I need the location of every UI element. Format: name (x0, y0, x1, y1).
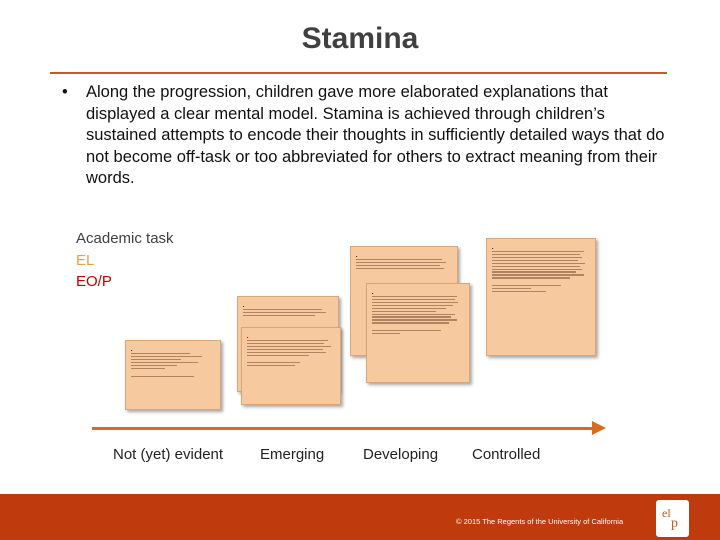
card-heading (247, 332, 335, 338)
card-heading (492, 243, 590, 249)
slide-title: Stamina (301, 22, 419, 55)
logo-letter-p: p (671, 516, 678, 531)
sample-card-controlled (486, 238, 596, 356)
bullet-point (62, 82, 672, 190)
stage-not-yet-evident: Not (yet) evident (113, 446, 224, 463)
sample-card-developing-front (366, 283, 470, 383)
legend-eop: EO/P (76, 273, 112, 290)
sample-card-emerging-front (241, 327, 341, 405)
stage-developing: Developing (363, 446, 439, 463)
progression-arrow-head (592, 421, 606, 435)
bullet-glyph: • (62, 83, 68, 101)
legend-academic-task: Academic task (76, 230, 174, 247)
copyright-text: © 2015 The Regents of the University of California (456, 517, 624, 526)
legend-el: EL (76, 251, 95, 269)
card-heading (131, 345, 215, 351)
bullet-text: Along the progression, children gave more elaborated explanations that displayed a clear mental model. Stamina is achieved through children’s sustained attempts to encode their thoughts in sufficiently detailed ways that do not become off-task or too abbreviated for others to extract meaning from their words. (86, 83, 665, 187)
card-heading (356, 251, 452, 257)
stage-controlled: Controlled (472, 446, 541, 463)
elp-logo (656, 500, 689, 537)
sample-card-not-yet-evident (125, 340, 221, 410)
stage-emerging: Emerging (260, 446, 325, 463)
card-heading (243, 301, 333, 307)
title-underline (50, 72, 667, 74)
legend (76, 228, 174, 293)
card-heading (372, 288, 464, 294)
logo-letters-el: el (662, 506, 671, 520)
progression-arrow-line (92, 427, 594, 430)
